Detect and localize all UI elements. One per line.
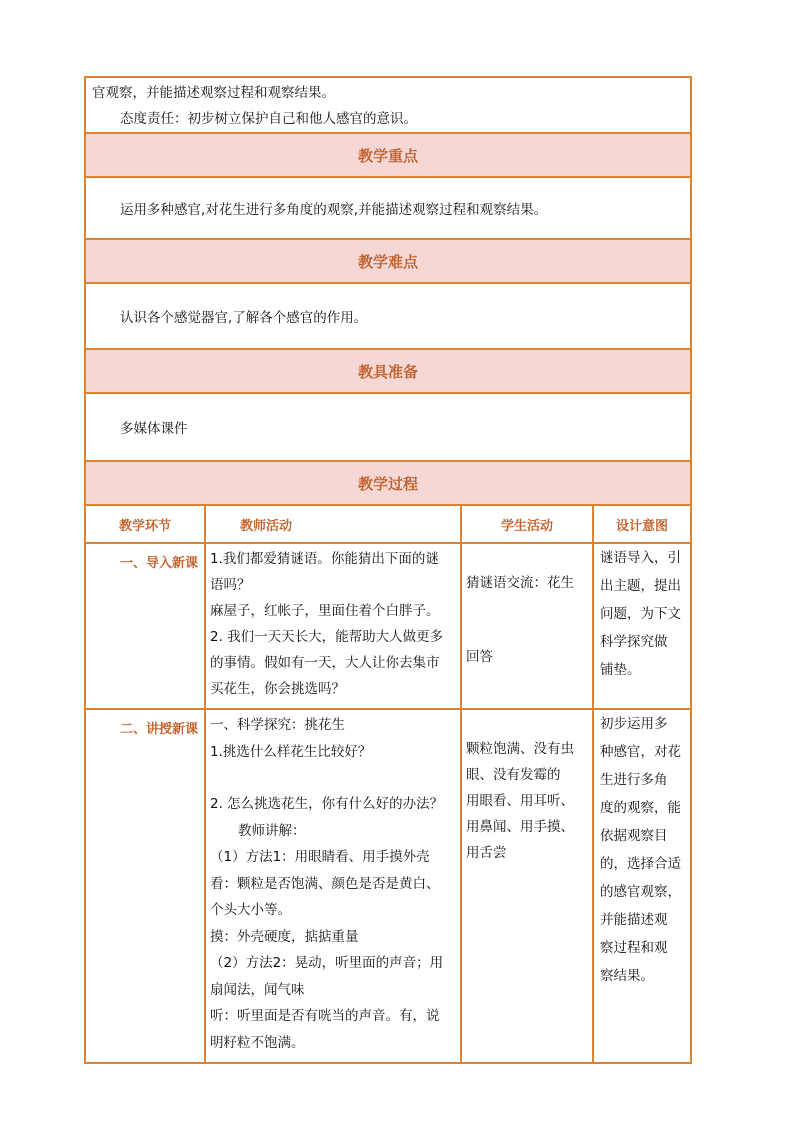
student-line: 用鼻闻、用手摸、 <box>466 819 574 835</box>
teacher-line: 教师讲解： <box>238 822 306 839</box>
design-line: 的感官观察， <box>600 884 681 900</box>
student-line: 用舌尝 <box>466 845 507 861</box>
design-line: 初步运用多 <box>600 716 668 732</box>
design-line: 察过程和观 <box>600 940 668 956</box>
process-row-new-lesson <box>85 709 691 1063</box>
difficulties-text: 认识各个感觉器官,了解各个感官的作用。 <box>120 310 368 326</box>
teacher-line: 扇闻法，闻气味 <box>210 981 305 998</box>
design-line: 铺垫。 <box>600 662 641 678</box>
design-line: 察结果。 <box>600 968 654 984</box>
process-row-intro <box>85 543 691 709</box>
teacher-line: 听：听里面是否有咣当的声音。有，说 <box>210 1008 440 1024</box>
key-points-text: 运用多种感官,对花生进行多角度的观察,并能描述观察过程和观察结果。 <box>120 202 548 218</box>
teacher-line: 个头大小等。 <box>210 902 291 918</box>
teacher-line: 1.挑选什么样花生比较好？ <box>210 743 372 760</box>
header-design: 设计意图 <box>593 505 691 543</box>
header-student: 学生活动 <box>461 505 593 543</box>
design-line: 度的观察，能 <box>600 800 681 816</box>
teacher-line: 语吗？ <box>210 577 251 593</box>
teacher-line: 的事情。假如有一天，大人让你去集市 <box>210 655 440 671</box>
teacher-line: （2）方法2：晃动，听里面的声音；用 <box>210 955 444 971</box>
materials-heading: 教具准备 <box>85 349 691 393</box>
teacher-line: 麻屋子，红帐子，里面住着个白胖子。 <box>210 603 440 619</box>
design-line: 谜语导入，引 <box>600 550 681 566</box>
objectives-row <box>85 77 691 133</box>
teacher-line <box>210 765 456 791</box>
design-line: 种感官，对花 <box>600 744 681 760</box>
step-label: 二、讲授新课 <box>119 722 198 737</box>
teacher-line: 一、科学探究：挑花生 <box>210 717 345 733</box>
objectives-line-1: 官观察，并能描述观察过程和观察结果。 <box>92 85 335 101</box>
teacher-line: 明籽粒不饱满。 <box>210 1034 305 1051</box>
header-step: 教学环节 <box>85 505 205 543</box>
student-line: 眼、没有发霉的 <box>466 767 561 783</box>
design-line: 的，选择合适 <box>600 856 681 872</box>
student-line: 颗粒饱满、没有虫 <box>466 741 574 757</box>
teacher-line: 1.我们都爱猜谜语。你能猜出下面的谜 <box>210 551 439 567</box>
process-header-row <box>85 505 691 543</box>
process-heading: 教学过程 <box>85 461 691 505</box>
objectives-line-2: 态度责任：初步树立保护自己和他人感官的意识。 <box>120 111 417 127</box>
teacher-line: 2. 怎么挑选花生，你有什么好的办法？ <box>210 796 444 812</box>
step-label: 一、导入新课 <box>119 556 198 571</box>
design-line: 并能描述观 <box>600 912 668 928</box>
difficulties-heading: 教学难点 <box>85 239 691 283</box>
header-teacher: 教师活动 <box>205 505 461 543</box>
student-line: 猜谜语交流：花生 <box>466 575 574 591</box>
lesson-plan-table <box>84 76 690 1064</box>
teacher-line: （1）方法1：用眼睛看、用手摸外壳 <box>210 849 430 865</box>
student-line: 回答 <box>466 649 493 665</box>
teacher-line: 2. 我们一天天长大，能帮助大人做更多 <box>210 629 444 645</box>
materials-text: 多媒体课件 <box>120 421 188 437</box>
teacher-line: 摸：外壳硬度，掂掂重量 <box>210 928 359 945</box>
design-line: 生进行多角 <box>600 772 668 788</box>
design-line: 依据观察目 <box>600 828 668 844</box>
student-line: 用眼看、用耳听、 <box>466 793 574 809</box>
design-line: 问题，为下文 <box>600 606 681 622</box>
design-line: 科学探究做 <box>600 634 668 650</box>
design-line: 出主题，提出 <box>600 578 681 594</box>
teacher-line: 看：颗粒是否饱满、颜色是否是黄白、 <box>210 875 440 892</box>
teacher-line: 买花生，你会挑选吗？ <box>210 681 345 697</box>
key-points-heading: 教学重点 <box>85 133 691 177</box>
